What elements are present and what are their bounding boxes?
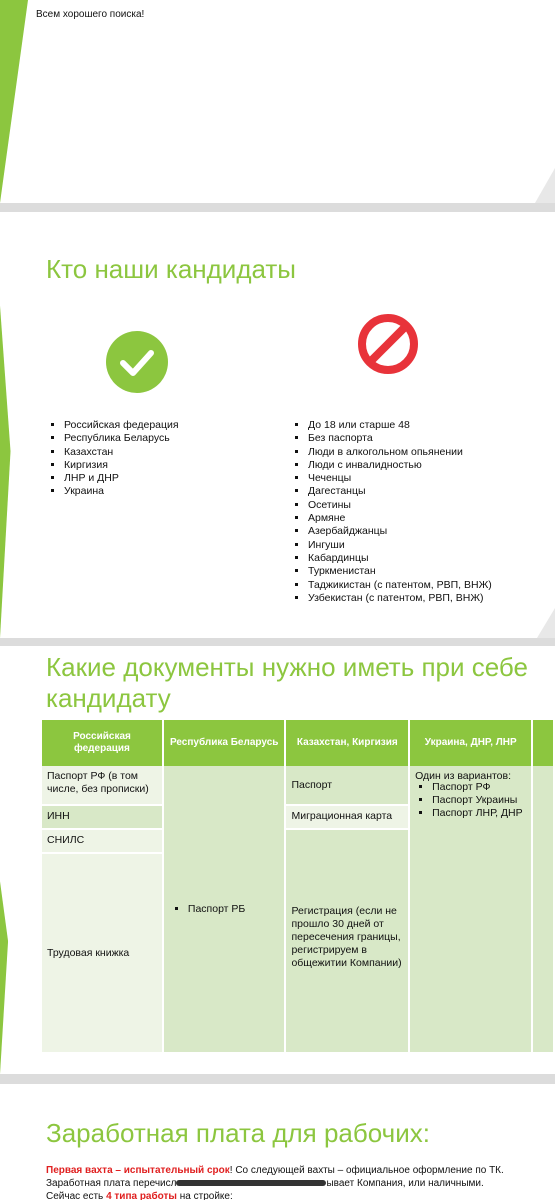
paragraph-line [46, 1191, 233, 1200]
list-item: ▪ Ингуши [308, 539, 492, 552]
list-item: ▪ Армяне [308, 512, 492, 525]
table-cell [286, 766, 408, 806]
slide-documents [0, 646, 555, 1074]
list-item: ▪ До 18 или старше 48 [308, 419, 492, 432]
column-header: Украина, ДНР, ЛНР [409, 720, 532, 766]
documents-table [42, 720, 555, 1052]
corner-fold [535, 168, 555, 203]
green-accent-shape [0, 212, 24, 638]
list-item: ▪ Таджикистан (с патентом, РВП, ВНЖ) [308, 579, 492, 592]
corner-fold [537, 608, 555, 638]
cell-text: Регистрация (если не прошло 30 дней от пересечения границы, регистрируем в общежитии Компании) [291, 904, 402, 969]
table-cell: Миграционная карта [286, 806, 408, 830]
list-item: ▪ Кабардинцы [308, 552, 492, 565]
paragraph-line [46, 1165, 504, 1176]
table-cell: Паспорт РФ (в том числе, без прописки) [42, 766, 162, 806]
paragraph-line [46, 1178, 484, 1189]
greeting-text: Всем хорошего поиска! [36, 9, 145, 20]
list-item: ▪ Украина [64, 485, 179, 498]
list-item: ▪ Азербайджанцы [308, 525, 492, 538]
list-item: ▪ Без паспорта [308, 432, 492, 445]
table-cell [286, 830, 408, 1044]
green-accent-shape [0, 0, 28, 203]
table-cell: СНИЛС [42, 830, 162, 854]
allowed-list [46, 419, 179, 499]
slide-title: Кто наши кандидаты [46, 254, 296, 284]
ua-intro: Один из вариантов: [415, 770, 512, 782]
list-item: ▪ ЛНР и ДНР [64, 472, 179, 485]
list-item: ▪ Люди в алкогольном опьянении [308, 446, 492, 459]
list-item: ▪ Паспорт Украины [432, 794, 526, 807]
list-item: ▪ Узбекистан (с патентом, РВП, ВНЖ) [308, 592, 492, 605]
list-item: ▪ Туркменистан [308, 565, 492, 578]
list-item: ▪ Чеченцы [308, 472, 492, 485]
rf-cell [42, 766, 163, 1052]
slide-greeting [0, 0, 555, 203]
column-header: Российская федерация [42, 720, 163, 766]
list-item: ▪ Паспорт РФ [432, 781, 526, 794]
rb-cell [163, 766, 286, 1052]
table-cell: ИНН [42, 806, 162, 830]
redaction-scribble [176, 1180, 326, 1186]
column-header-extra [532, 720, 554, 766]
extra-cell [532, 766, 554, 1052]
banned-list [290, 419, 492, 605]
ua-cell [409, 766, 532, 1052]
text: Заработная плата перечисл [46, 1178, 177, 1189]
kz-cell [285, 766, 409, 1052]
list-item: ▪ Осетины [308, 499, 492, 512]
prohibited-icon [356, 312, 420, 376]
list-item: ▪ Киргизия [64, 459, 179, 472]
green-accent-shape [0, 646, 26, 1074]
list-item: ▪ Казахстан [64, 446, 179, 459]
table-row [42, 766, 554, 1052]
text: Сейчас есть [46, 1191, 107, 1200]
text: на стройке: [176, 1191, 233, 1200]
list-item: ▪ Паспорт ЛНР, ДНР [432, 807, 526, 820]
slide-candidates [0, 212, 555, 638]
table-cell [42, 854, 162, 1052]
column-header: Казахстан, Киргизия [285, 720, 409, 766]
highlight-text: 4 типа работы [106, 1191, 177, 1200]
list-item: ▪ Дагестанцы [308, 485, 492, 498]
ua-list [410, 781, 531, 824]
list-item: ▪ Российская федерация [64, 419, 179, 432]
rb-list [164, 899, 285, 920]
slide-salary [0, 1084, 555, 1200]
list-item: ▪ Паспорт РБ [188, 903, 280, 916]
slide-title: Заработная плата для рабочих: [46, 1118, 430, 1148]
cell-text: Трудовая книжка [47, 946, 130, 959]
list-item: ▪ Республика Беларусь [64, 432, 179, 445]
checkmark-circle-icon [106, 331, 168, 393]
cell-text: Паспорт [291, 778, 333, 791]
highlight-text: Первая вахта – испытательный срок [46, 1165, 230, 1176]
list-item: ▪ Люди с инвалидностью [308, 459, 492, 472]
text: ! Со следующей вахты – официальное оформление по ТК. [229, 1165, 504, 1176]
text: ывает Компания, или наличными. [326, 1178, 484, 1189]
column-header: Республика Беларусь [163, 720, 286, 766]
table-header-row [42, 720, 554, 766]
slide-title: Какие документы нужно иметь при себе кандидату [46, 652, 528, 713]
